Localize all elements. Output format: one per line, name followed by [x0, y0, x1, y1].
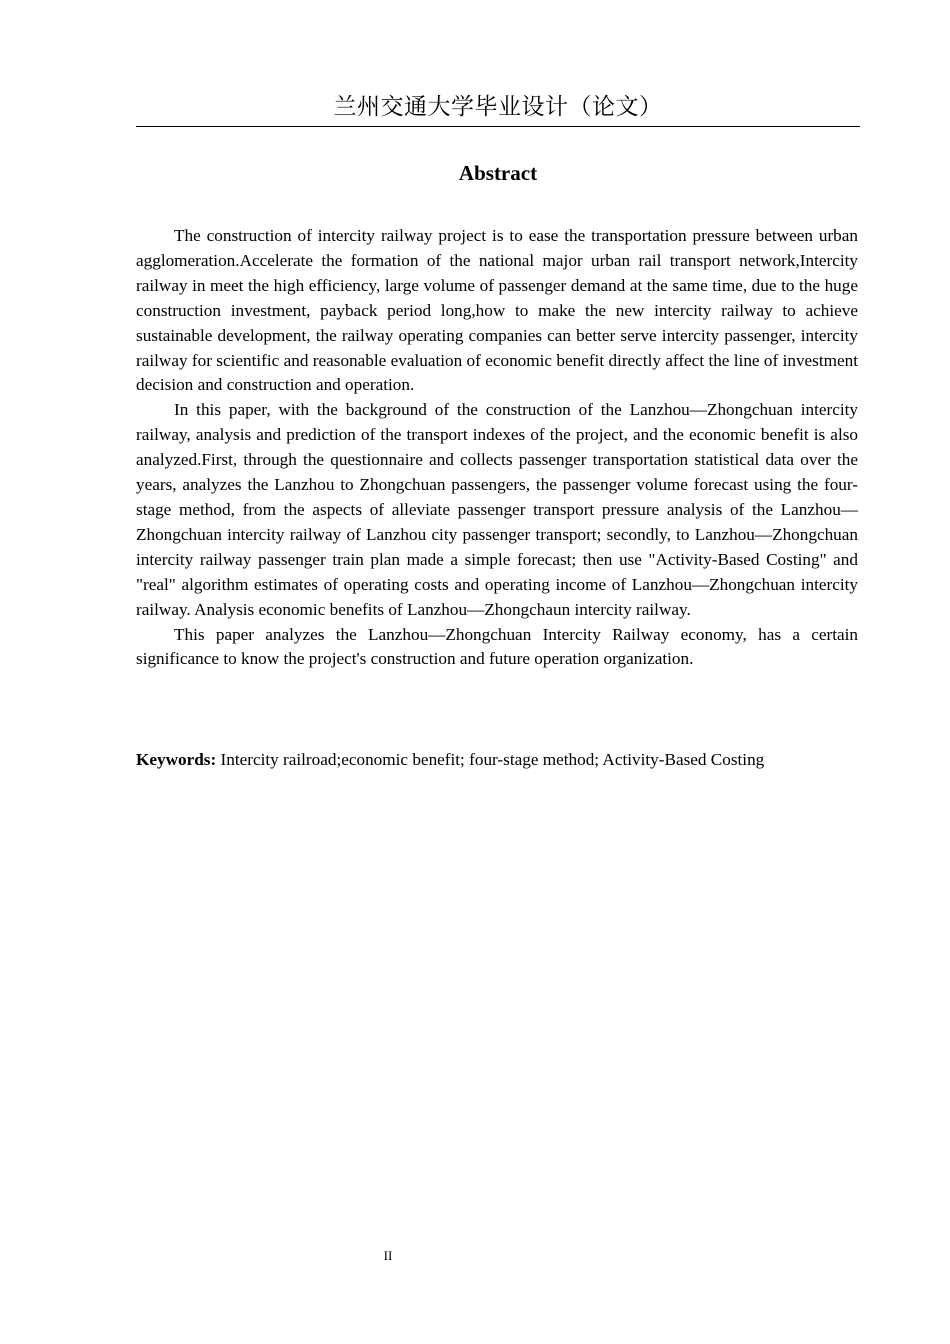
abstract-paragraph-2: In this paper, with the background of the construction of the Lanzhou—Zhongchuan intercity railway, analysis and prediction of the transport indexes of the project, and the economic benefit is also analyzed.First, through the questionnaire and collects passenger transportation statistical data over the years, analyzes the Lanzhou to Zhongchuan passengers, the passenger volume forecast using the four-stage method, from the aspects of alleviate passenger transport pressure analysis of the Lanzhou—Zhongchuan intercity railway of Lanzhou city passenger transport; secondly, to Lanzhou—Zhongchuan intercity railway passenger train plan made a simple forecast; then use "Activity-Based Costing" and "real" algorithm estimates of operating costs and operating income of Lanzhou—Zhongchuan intercity railway. Analysis economic benefits of Lanzhou—Zhongchaun intercity railway.	[136, 400, 858, 619]
abstract-paragraph-3: This paper analyzes the Lanzhou—Zhongchuan Intercity Railway economy, has a certain significance to know the project's construction and future operation organization.	[136, 624, 858, 669]
abstract-paragraph-1: The construction of intercity railway project is to ease the transportation pressure between urban agglomeration.Accelerate the formation of the national major urban rail transport network,Intercity railway in meet the high efficiency, large volume of passenger demand at the same time, due to the huge construction investment, payback period long,how to make the new intercity railway to achieve sustainable development, the railway operating companies can better serve intercity passenger, intercity railway for scientific and reasonable evaluation of economic benefit directly affect the line of investment decision and construction and operation.	[136, 226, 858, 395]
abstract-body	[136, 224, 858, 672]
keywords-text: Intercity railroad;economic benefit; four-stage method; Activity-Based Costing	[216, 750, 765, 769]
abstract-heading: Abstract	[458, 161, 538, 185]
page-header	[136, 90, 860, 127]
keywords-label: Keywords:	[136, 750, 217, 769]
keywords-line	[136, 747, 876, 772]
header-title: 兰州交通大学毕业设计（论文）	[333, 94, 663, 120]
page-number: II	[383, 1248, 393, 1263]
